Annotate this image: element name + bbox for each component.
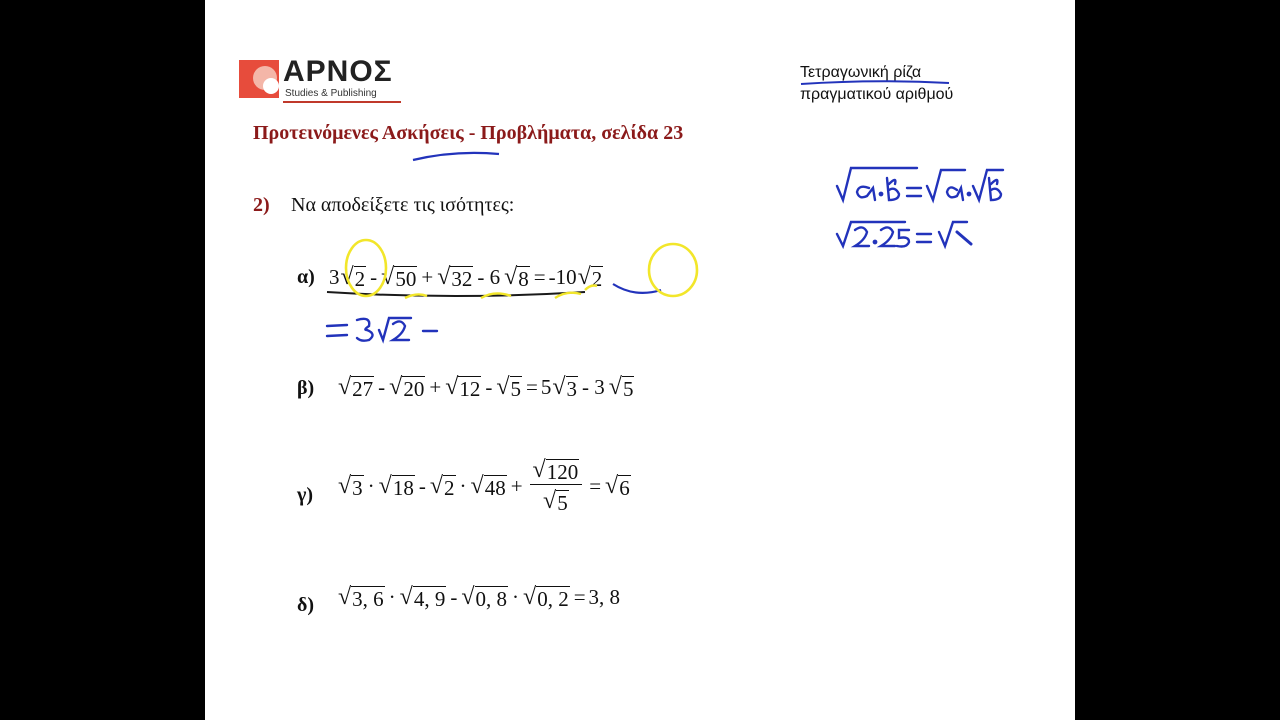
- eq-d-dot2: ·: [512, 585, 520, 609]
- eq-b-op2: +: [429, 375, 442, 399]
- eq-a-coef1: 3: [329, 265, 340, 289]
- problem-text: Να αποδείξετε τις ισότητες:: [291, 194, 515, 216]
- eq-d-sqrt-3: √ 0, 8: [461, 584, 508, 611]
- ink-eq-a-rhs-arc: [613, 284, 661, 293]
- eq-g-sqrt-4: √ 48: [470, 472, 506, 500]
- eq-d-sqrt-2: √ 4, 9: [399, 584, 446, 611]
- logo-name: ΑΡΝΟΣ: [283, 55, 393, 88]
- eq-d-rhs: 3, 8: [588, 585, 621, 609]
- eq-a-sqrt-4: √ 8: [504, 264, 529, 291]
- document-page: [205, 0, 1075, 720]
- equation-b-label: β): [297, 377, 315, 399]
- eq-g-sqrt-1: √ 3: [338, 472, 363, 500]
- eq-d-sqrt-1: √ 3, 6: [338, 584, 384, 611]
- eq-b-sqrt-3: √ 12: [445, 374, 481, 401]
- ink-step-equals-3sqrt2: [327, 318, 437, 341]
- ink-note-rule: [837, 168, 1003, 200]
- ink-yellow-circle-2: [649, 244, 697, 296]
- eq-g-dot2: ·: [459, 473, 467, 498]
- eq-a-rhs-coef: -10: [548, 265, 577, 289]
- eq-a-sqrt-3: √ 32: [437, 264, 473, 291]
- equation-b: [337, 372, 635, 402]
- topic-line-1: Τετραγωνική ρίζα: [800, 64, 922, 81]
- ink-yellow-tick-2: [481, 293, 511, 298]
- eq-d-equals: =: [573, 585, 586, 609]
- eq-g-sqrt-rhs: √ 6: [605, 472, 630, 500]
- eq-a-op2: +: [421, 265, 434, 289]
- eq-g-sqrt-3: √ 2: [429, 472, 455, 500]
- section-heading: Προτεινόμενες Ασκήσεις - Προβλήματα, σελίδα 23: [253, 122, 684, 144]
- handwriting-annotations: [205, 0, 1075, 720]
- eq-b-op3: -: [485, 375, 493, 399]
- eq-g-equals: =: [589, 473, 602, 498]
- eq-g-op1: -: [418, 473, 426, 498]
- ink-note-example: [837, 222, 971, 247]
- eq-a-sqrt-2: √ 50: [381, 264, 417, 291]
- eq-g-fraction: [530, 456, 583, 515]
- eq-b-sqrt-2: √ 20: [389, 374, 425, 401]
- topic-line-2: πραγματικού αριθμού: [800, 86, 954, 103]
- logo-rule: [283, 101, 401, 103]
- equation-g-label: γ): [297, 484, 314, 506]
- eq-d-sqrt-4: √ 0, 2: [523, 584, 569, 611]
- logo-mark-icon: [239, 56, 283, 100]
- equation-a: [329, 262, 604, 292]
- eq-b-equals: =: [526, 375, 538, 399]
- eq-d-op1: -: [450, 585, 458, 609]
- eq-a-op1: -: [370, 265, 378, 289]
- eq-g-dot1: ·: [367, 473, 375, 498]
- eq-b-sqrt-rhs2: √ 5: [608, 374, 634, 401]
- equation-d-label: δ): [297, 594, 315, 616]
- eq-b-op1: -: [378, 375, 386, 399]
- eq-g-sqrt-num: √ 120: [532, 457, 579, 484]
- eq-d-dot1: ·: [388, 585, 396, 609]
- eq-g-op2: +: [510, 473, 523, 498]
- eq-g-sqrt-2: √ 18: [378, 472, 414, 500]
- ink-yellow-tick-1: [405, 294, 427, 298]
- eq-b-sqrt-rhs1: √ 3: [552, 374, 578, 401]
- ink-yellow-tick-3: [555, 293, 581, 298]
- topic-title: [800, 62, 953, 106]
- eq-a-sqrt-1: √ 2: [340, 264, 366, 291]
- logo-subtitle: Studies & Publishing: [285, 88, 377, 99]
- ink-heading-swoosh: [413, 153, 499, 160]
- equation-g: [337, 456, 632, 515]
- eq-b-sqrt-1: √ 27: [338, 374, 374, 401]
- problem-number: 2): [253, 194, 270, 216]
- eq-b-op4: - 3: [582, 375, 605, 399]
- ink-eq-a-underline: [327, 292, 585, 296]
- equation-d: [337, 582, 620, 612]
- eq-a-op3: - 6: [477, 265, 501, 289]
- eq-a-sqrt-rhs: √ 2: [577, 264, 603, 291]
- eq-a-equals: =: [533, 265, 546, 289]
- eq-g-sqrt-den: √ 5: [543, 488, 568, 515]
- eq-b-coef1: 5: [540, 375, 552, 399]
- eq-b-sqrt-4: √ 5: [496, 374, 522, 401]
- equation-a-label: α): [297, 266, 315, 288]
